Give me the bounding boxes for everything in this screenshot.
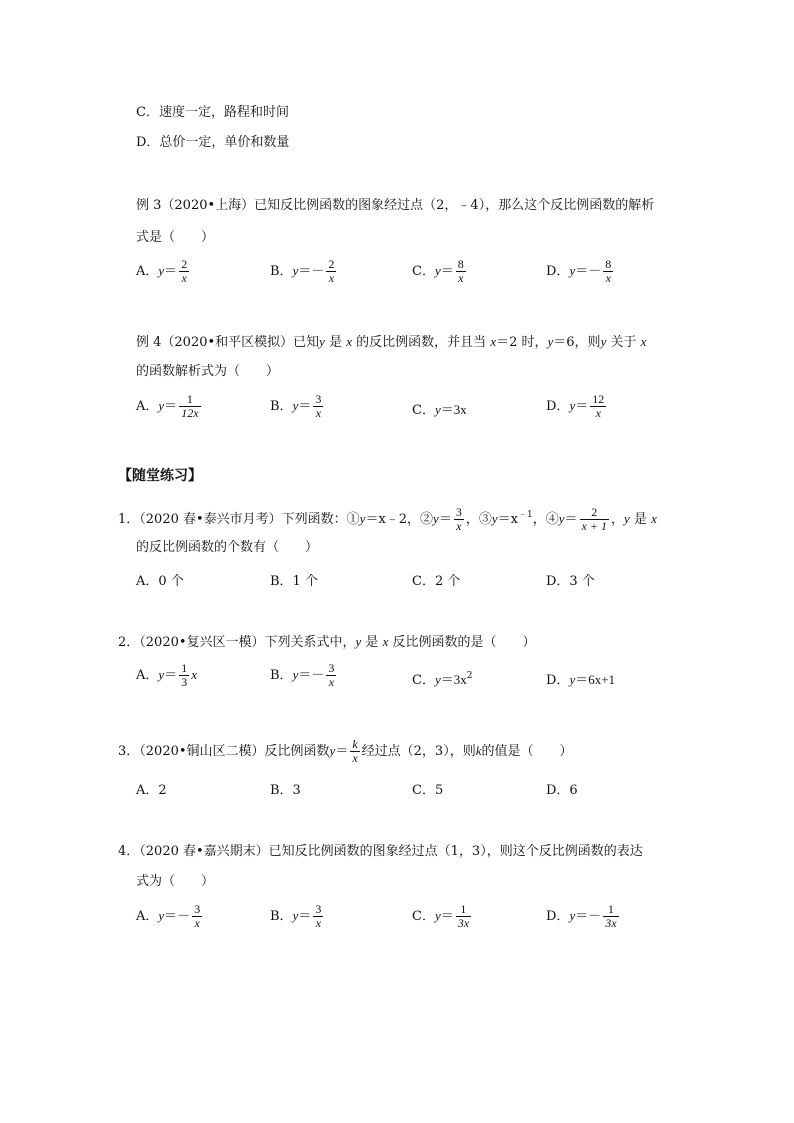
ex4-option-c: C．y＝3x xyxy=(412,402,467,418)
q4-option-a: A．y＝－ $\frac{3}{x}$ xyxy=(136,902,201,930)
q1-stem-line2: 的反比例函数的个数有（ ） xyxy=(136,540,319,555)
q4-option-c: C．y＝ $\frac{1}{3x}$ xyxy=(412,902,470,930)
ex3-option-a: A．y＝ $\frac{2}{x}$ xyxy=(136,257,188,285)
q3-option-c: C．5 xyxy=(412,783,444,798)
prev-option-d: D．总价一定，单价和数量 xyxy=(136,135,290,150)
ex3-stem-line1: 例 3（2020•上海）已知反比例函数的图象经过点（2，﹣4），那么这个反比例函数的解析 xyxy=(136,198,655,213)
section-title: 【随堂练习】 xyxy=(118,468,202,484)
q1-option-a: A．0 个 xyxy=(136,574,184,589)
ex4-stem-line2: 的函数解析式为（ ） xyxy=(136,364,280,379)
q1-option-c: C．2 个 xyxy=(412,574,461,589)
q3-option-b: B．3 xyxy=(270,783,301,798)
ex3-stem-line2: 式是（ ） xyxy=(136,230,215,245)
ex3-option-b: B．y＝－ $\frac{2}{x}$ xyxy=(270,257,335,285)
q4-option-b: B．y＝ $\frac{3}{x}$ xyxy=(270,902,322,930)
ex3-option-c: C．y＝ $\frac{8}{x}$ xyxy=(412,257,464,285)
q4-option-d: D．y＝－ $\frac{1}{3x}$ xyxy=(546,902,617,930)
q2-option-a: A．y＝ $\frac{1}{3}$ x xyxy=(136,661,197,689)
ex4-option-a: A．y＝ $\frac{1}{12x}$ xyxy=(136,392,199,420)
q3-option-d: D．6 xyxy=(546,783,578,798)
q1-stem-line1: 1．（2020 春•泰兴市月考）下列函数：①y＝x﹣2，②y＝ $\frac{3}{x}$ ，$③y=x^{﹣1}$，④y＝ $\frac{2}{x + 1}$ ，y 是 x xyxy=(118,505,657,533)
q1-option-b: B．1 个 xyxy=(270,574,318,589)
q2-option-d: D．y＝6x+1 xyxy=(546,672,616,688)
q3-stem: 3．（2020•铜山区二模）反比例函数y＝ $\frac{k}{x}$ 经过点（2，3），则k的值是（ ） xyxy=(118,737,573,765)
q2-option-c: C．$y=3x^2$ xyxy=(412,671,473,688)
prev-option-c: C．速度一定，路程和时间 xyxy=(136,105,289,120)
q2-option-b: B．y＝－ $\frac{3}{x}$ xyxy=(270,661,335,689)
ex4-stem-line1: 例 4（2020•和平区模拟）已知y 是 x 的反比例函数，并且当 x＝2 时，y＝6，则y 关于 x xyxy=(136,334,647,350)
ex3-option-d: D．y＝－ $\frac{8}{x}$ xyxy=(546,257,612,285)
q1-option-d: D．3 个 xyxy=(546,574,595,589)
ex4-option-d: D．y＝ $\frac{12}{x}$ xyxy=(546,392,605,420)
q2-stem: 2．（2020•复兴区一模）下列关系式中，y 是 x 反比例函数的是（ ） xyxy=(118,634,536,650)
q4-stem-line1: 4．（2020 春•嘉兴期末）已知反比例函数的图象经过点（1，3），则这个反比例函数的表达 xyxy=(118,844,643,859)
q4-stem-line2: 式为（ ） xyxy=(136,874,215,889)
q3-option-a: A．2 xyxy=(136,783,167,798)
ex4-option-b: B．y＝ $\frac{3}{x}$ xyxy=(270,392,322,420)
